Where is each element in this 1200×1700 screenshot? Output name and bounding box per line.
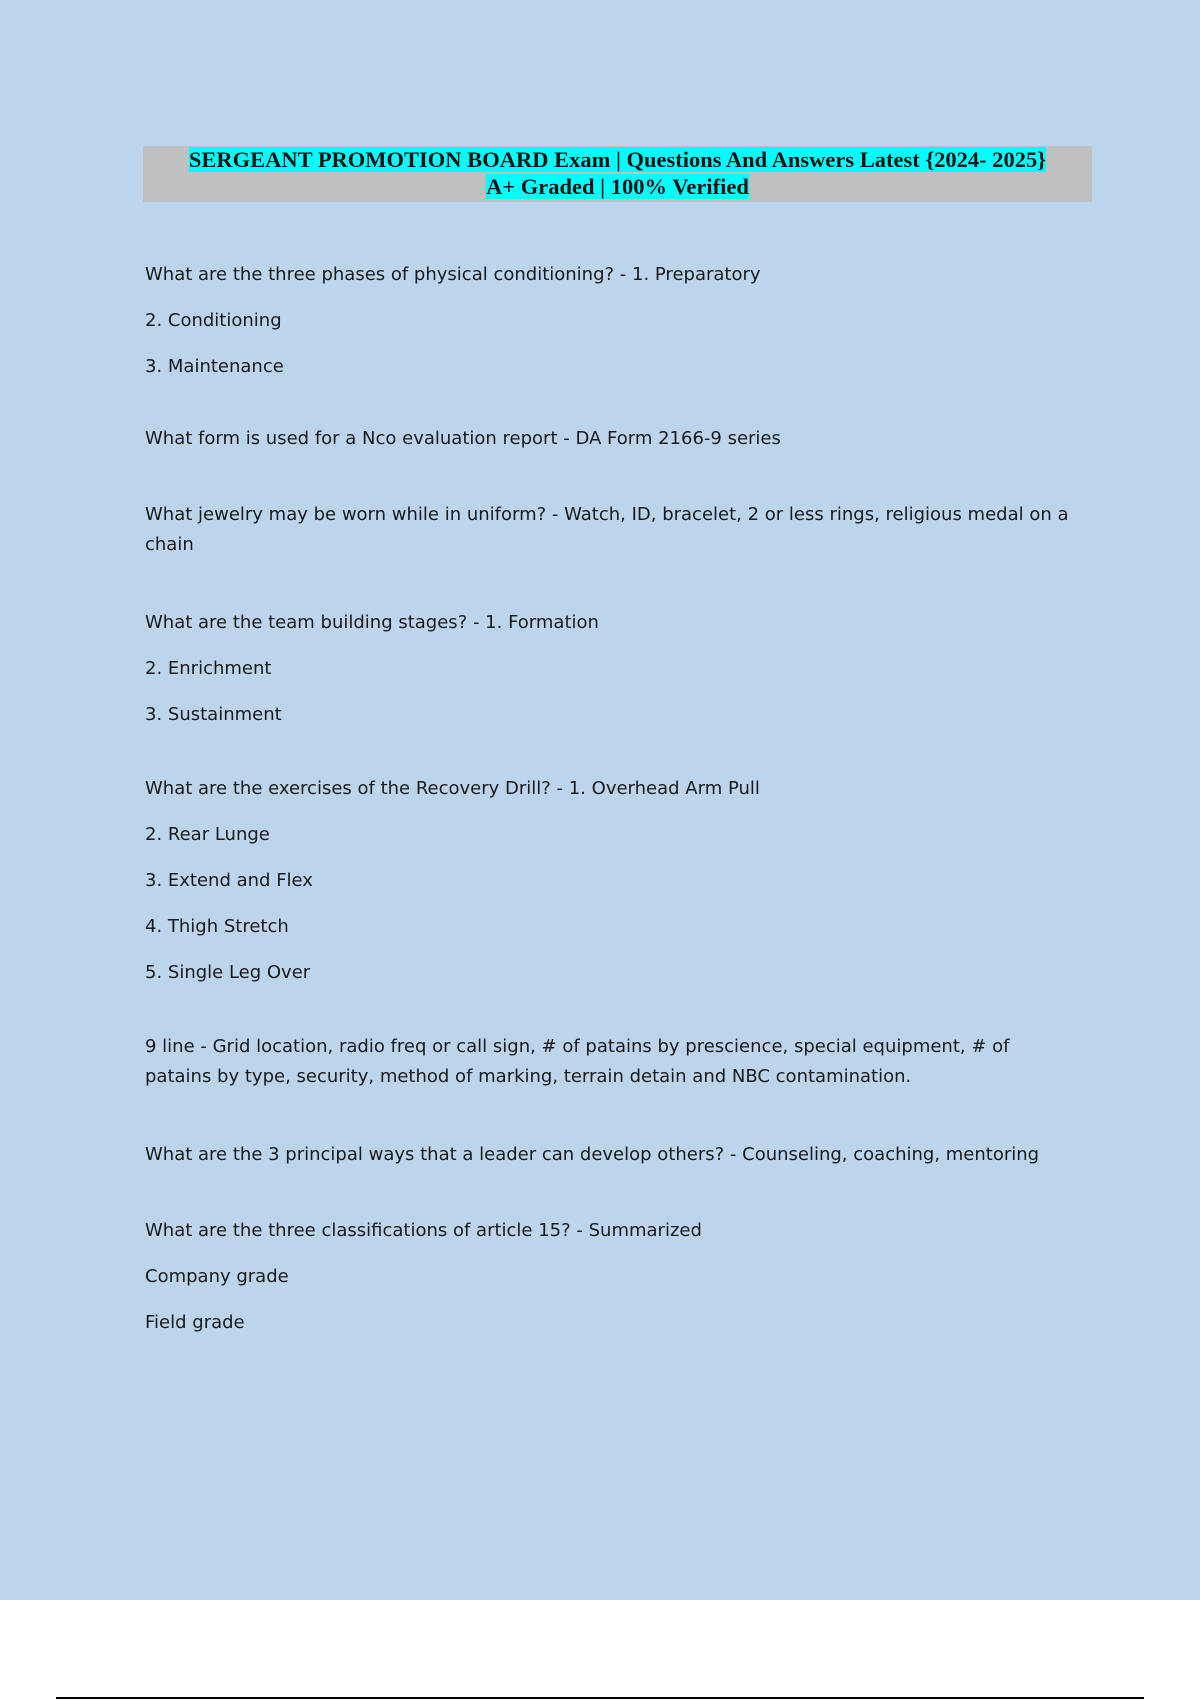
footer-divider: [56, 1697, 1144, 1699]
qa-answer-item: 3. Maintenance: [145, 356, 284, 377]
qa-answer-item: 2. Enrichment: [145, 658, 272, 679]
qa-answer-item: 3. Sustainment: [145, 704, 282, 725]
qa-answer-item: Company grade: [145, 1266, 289, 1287]
qa-question: 9 line - Grid location, radio freq or call sign, # of patains by prescience, special equipment, # of patains by type, security, method of marking, terrain detain and NBC contamination.: [145, 1036, 1010, 1087]
qa-block-team-building: [145, 608, 1075, 730]
qa-question: What are the three classifications of article 15? - Summarized: [145, 1220, 702, 1241]
qa-list: [145, 260, 1075, 1333]
qa-block-9-line: [145, 1032, 1075, 1092]
document-title: [143, 146, 1092, 202]
qa-answer-item: Field grade: [145, 1312, 245, 1333]
qa-block-article-15: [145, 1216, 1075, 1338]
qa-answer-item: 2. Rear Lunge: [145, 824, 270, 845]
qa-block-physical-conditioning: [145, 260, 1075, 382]
qa-block-nco-evaluation: [145, 424, 1075, 454]
qa-block-leader-develop: [145, 1140, 1075, 1170]
qa-block-recovery-drill: [145, 774, 1075, 988]
qa-question: What are the 3 principal ways that a leader can develop others? - Counseling, coaching, mentoring: [145, 1144, 1040, 1165]
qa-answer-item: 3. Extend and Flex: [145, 870, 313, 891]
qa-question: What jewelry may be worn while in uniform? - Watch, ID, bracelet, 2 or less rings, religious medal on a chain: [145, 504, 1069, 555]
title-line-1: SERGEANT PROMOTION BOARD Exam | Questions And Answers Latest {2024- 2025}: [188, 147, 1047, 172]
qa-answer-item: 4. Thigh Stretch: [145, 916, 289, 937]
qa-question: What form is used for a Nco evaluation report - DA Form 2166-9 series: [145, 428, 781, 449]
qa-answer-item: 5. Single Leg Over: [145, 962, 311, 983]
qa-answer-item: 2. Conditioning: [145, 310, 282, 331]
qa-question: What are the three phases of physical conditioning? - 1. Preparatory: [145, 264, 761, 285]
title-line-2: A+ Graded | 100% Verified: [486, 174, 749, 199]
qa-question: What are the exercises of the Recovery Drill? - 1. Overhead Arm Pull: [145, 778, 760, 799]
qa-block-jewelry: [145, 500, 1075, 560]
qa-question: What are the team building stages? - 1. Formation: [145, 612, 599, 633]
